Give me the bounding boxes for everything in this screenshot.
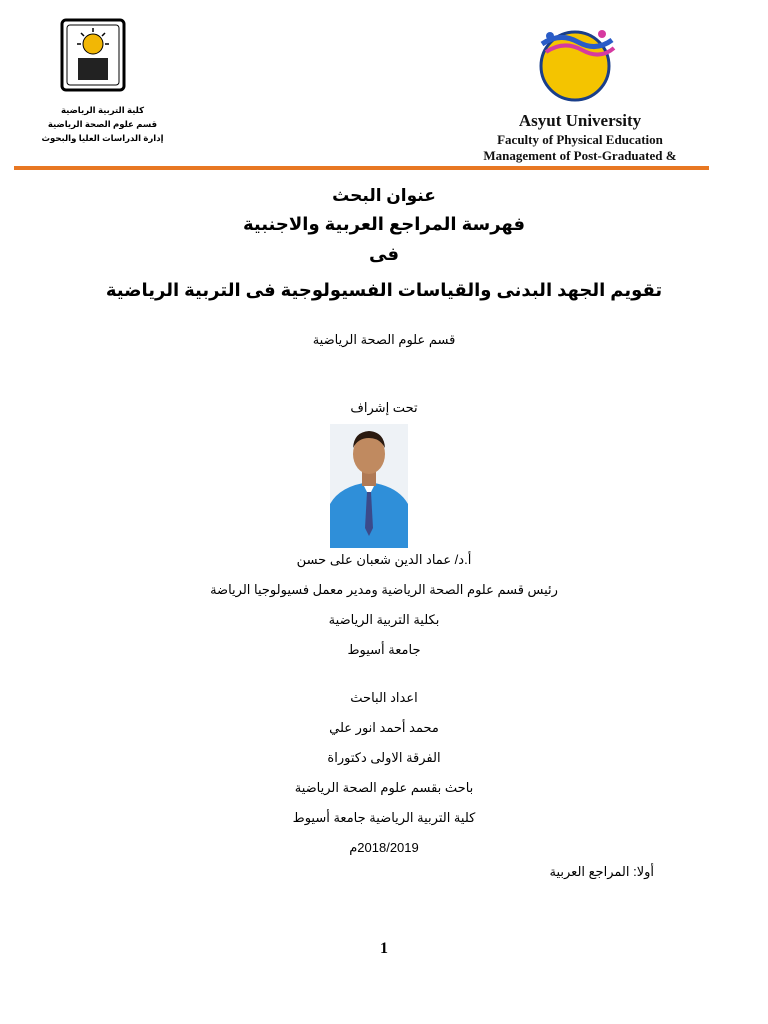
- research-title-line2: فى: [369, 244, 399, 264]
- supervisor-university: جامعة أسيوط: [347, 642, 421, 657]
- supervisor-photo: [330, 424, 408, 548]
- supervisor-name: أ.د/ عماد الدين شعبان على حسن: [296, 552, 472, 567]
- faculty-name-ar: كلية التربية الرياضية: [60, 105, 145, 115]
- supervision-label: تحت إشراف: [350, 400, 418, 415]
- research-title-line1: فهرسة المراجع العربية والاجنبية: [242, 214, 526, 234]
- academic-year: 2018/2019م: [349, 840, 419, 855]
- university-logo: [60, 18, 126, 92]
- research-title-label: عنوان البحث: [332, 186, 436, 205]
- preparer-name: محمد أحمد انور علي: [329, 720, 439, 735]
- page-number: 1: [380, 940, 388, 957]
- management-name-en: Management of Post-Graduated &: [483, 148, 677, 163]
- preparer-level: الفرقة الاولى دكتوراة: [327, 750, 441, 765]
- university-name-en: Asyut University: [518, 111, 642, 130]
- research-title-line3: تقويم الجهد البدنى والقياسات الفسيولوجية فى التربية الرياضية: [105, 280, 663, 300]
- preparer-label: اعداد الباحث: [350, 690, 418, 705]
- department-name-ar: قسم علوم الصحة الرياضية: [47, 119, 158, 129]
- faculty-name-en: Faculty of Physical Education: [497, 132, 663, 147]
- administration-name-ar: إدارة الدراسات العليا والبحوث: [41, 133, 164, 143]
- header-divider: [14, 166, 709, 170]
- faculty-logo: [530, 18, 620, 108]
- section-heading: أولا: المراجع العربية: [549, 864, 654, 879]
- preparer-faculty: كلية التربية الرياضية جامعة أسيوط: [292, 810, 476, 825]
- supervisor-faculty: بكلية التربية الرياضية: [328, 612, 440, 627]
- supervisor-title: رئيس قسم علوم الصحة الرياضية ومدير معمل فسيولوجيا الرياضة: [210, 582, 558, 597]
- institution-lines: [20, 103, 185, 145]
- department-line: قسم علوم الصحة الرياضية: [312, 332, 456, 347]
- preparer-role: باحث بقسم علوم الصحة الرياضية: [294, 780, 474, 795]
